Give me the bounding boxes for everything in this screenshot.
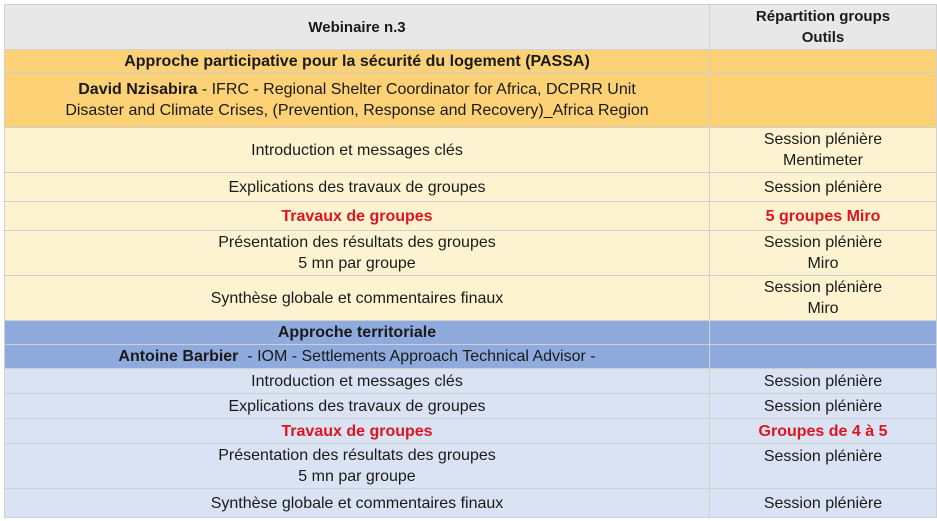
activity-cell [5,444,710,489]
tool-text: Session plénière [763,372,883,390]
agenda-table [4,4,937,518]
activity-text: Travaux de groupes [281,207,433,225]
activity-text: 5 mn par groupe [298,255,416,272]
table-row [5,128,937,173]
tool-text: Session plénière [763,178,883,196]
tool-text: Session plénière [763,448,883,465]
tool-text: Session plénière [763,494,883,512]
tool-cell [710,231,937,276]
tool-cell-highlight [710,419,937,444]
tool-cell [710,394,937,419]
activity-text: 5 mn par groupe [298,468,416,485]
section1-title: Approche participative pour la sécurité du logement (PASSA) [5,50,710,73]
header-tools-label: Outils [801,29,845,46]
activity-cell-highlight [5,419,710,444]
activity-cell-highlight [5,202,710,231]
table-row [5,489,937,518]
tool-text: Session plénière [763,131,883,148]
tool-text: Session plénière [763,234,883,251]
tool-text: Groupes de 4 à 5 [758,422,888,440]
activity-text: Introduction et messages clés [251,372,463,390]
header-webinar-title: Webinaire n.3 [5,5,710,50]
activity-text: Introduction et messages clés [251,141,463,159]
activity-text: Présentation des résultats des groupes [218,234,496,251]
activity-text: Présentation des résultats des groupes [218,447,496,464]
table-row [5,231,937,276]
tool-cell [710,489,937,518]
tool-cell [710,276,937,321]
activity-cell [5,276,710,321]
tool-text: Miro [807,300,839,317]
activity-cell [5,369,710,394]
activity-text: Travaux de groupes [281,422,433,440]
tool-text: Session plénière [763,397,883,415]
section2-speaker [5,345,710,369]
tool-text: Mentimeter [782,152,864,169]
section1-speaker-row [5,73,937,128]
table-row [5,394,937,419]
section2-speaker-name: Antoine Barbier [118,348,239,365]
activity-text: Explications des travaux de groupes [228,178,486,196]
tool-cell [710,369,937,394]
tool-cell [710,173,937,202]
section1-speaker [5,73,710,128]
section2-title-empty-cell [710,321,937,345]
section1-speaker-empty-cell [710,73,937,128]
section2-speaker-empty-cell [710,345,937,369]
section1-speaker-name: David Nzisabira [78,81,198,98]
section1-title-row [5,50,937,73]
section1-speaker-role-2: Disaster and Climate Crises, (Prevention, Response and Recovery)_Africa Region [65,102,649,119]
table-row [5,202,937,231]
table-row [5,444,937,489]
tool-cell [710,444,937,489]
activity-text: Synthèse globale et commentaires finaux [210,289,504,307]
table-header-row [5,5,937,50]
activity-cell [5,489,710,518]
section2-speaker-role: - IOM - Settlements Approach Technical Advisor - [238,348,596,365]
section2-title: Approche territoriale [5,321,710,345]
table-row [5,173,937,202]
section2-speaker-row [5,345,937,369]
header-groups-tools [710,5,937,50]
tool-text: Miro [807,255,839,272]
header-groups-label: Répartition groups [755,8,891,25]
section1-title-empty-cell [710,50,937,73]
activity-cell [5,231,710,276]
activity-text: Explications des travaux de groupes [228,397,486,415]
tool-cell [710,128,937,173]
table-row [5,419,937,444]
activity-text: Synthèse globale et commentaires finaux [210,494,504,512]
tool-text: 5 groupes Miro [765,207,881,225]
activity-cell [5,173,710,202]
table-row [5,276,937,321]
tool-cell-highlight [710,202,937,231]
section1-speaker-role-1: - IFRC - Regional Shelter Coordinator for Africa, DCPRR Unit [197,81,636,98]
tool-text: Session plénière [763,279,883,296]
activity-cell [5,394,710,419]
section2-title-row [5,321,937,345]
activity-cell [5,128,710,173]
table-row [5,369,937,394]
